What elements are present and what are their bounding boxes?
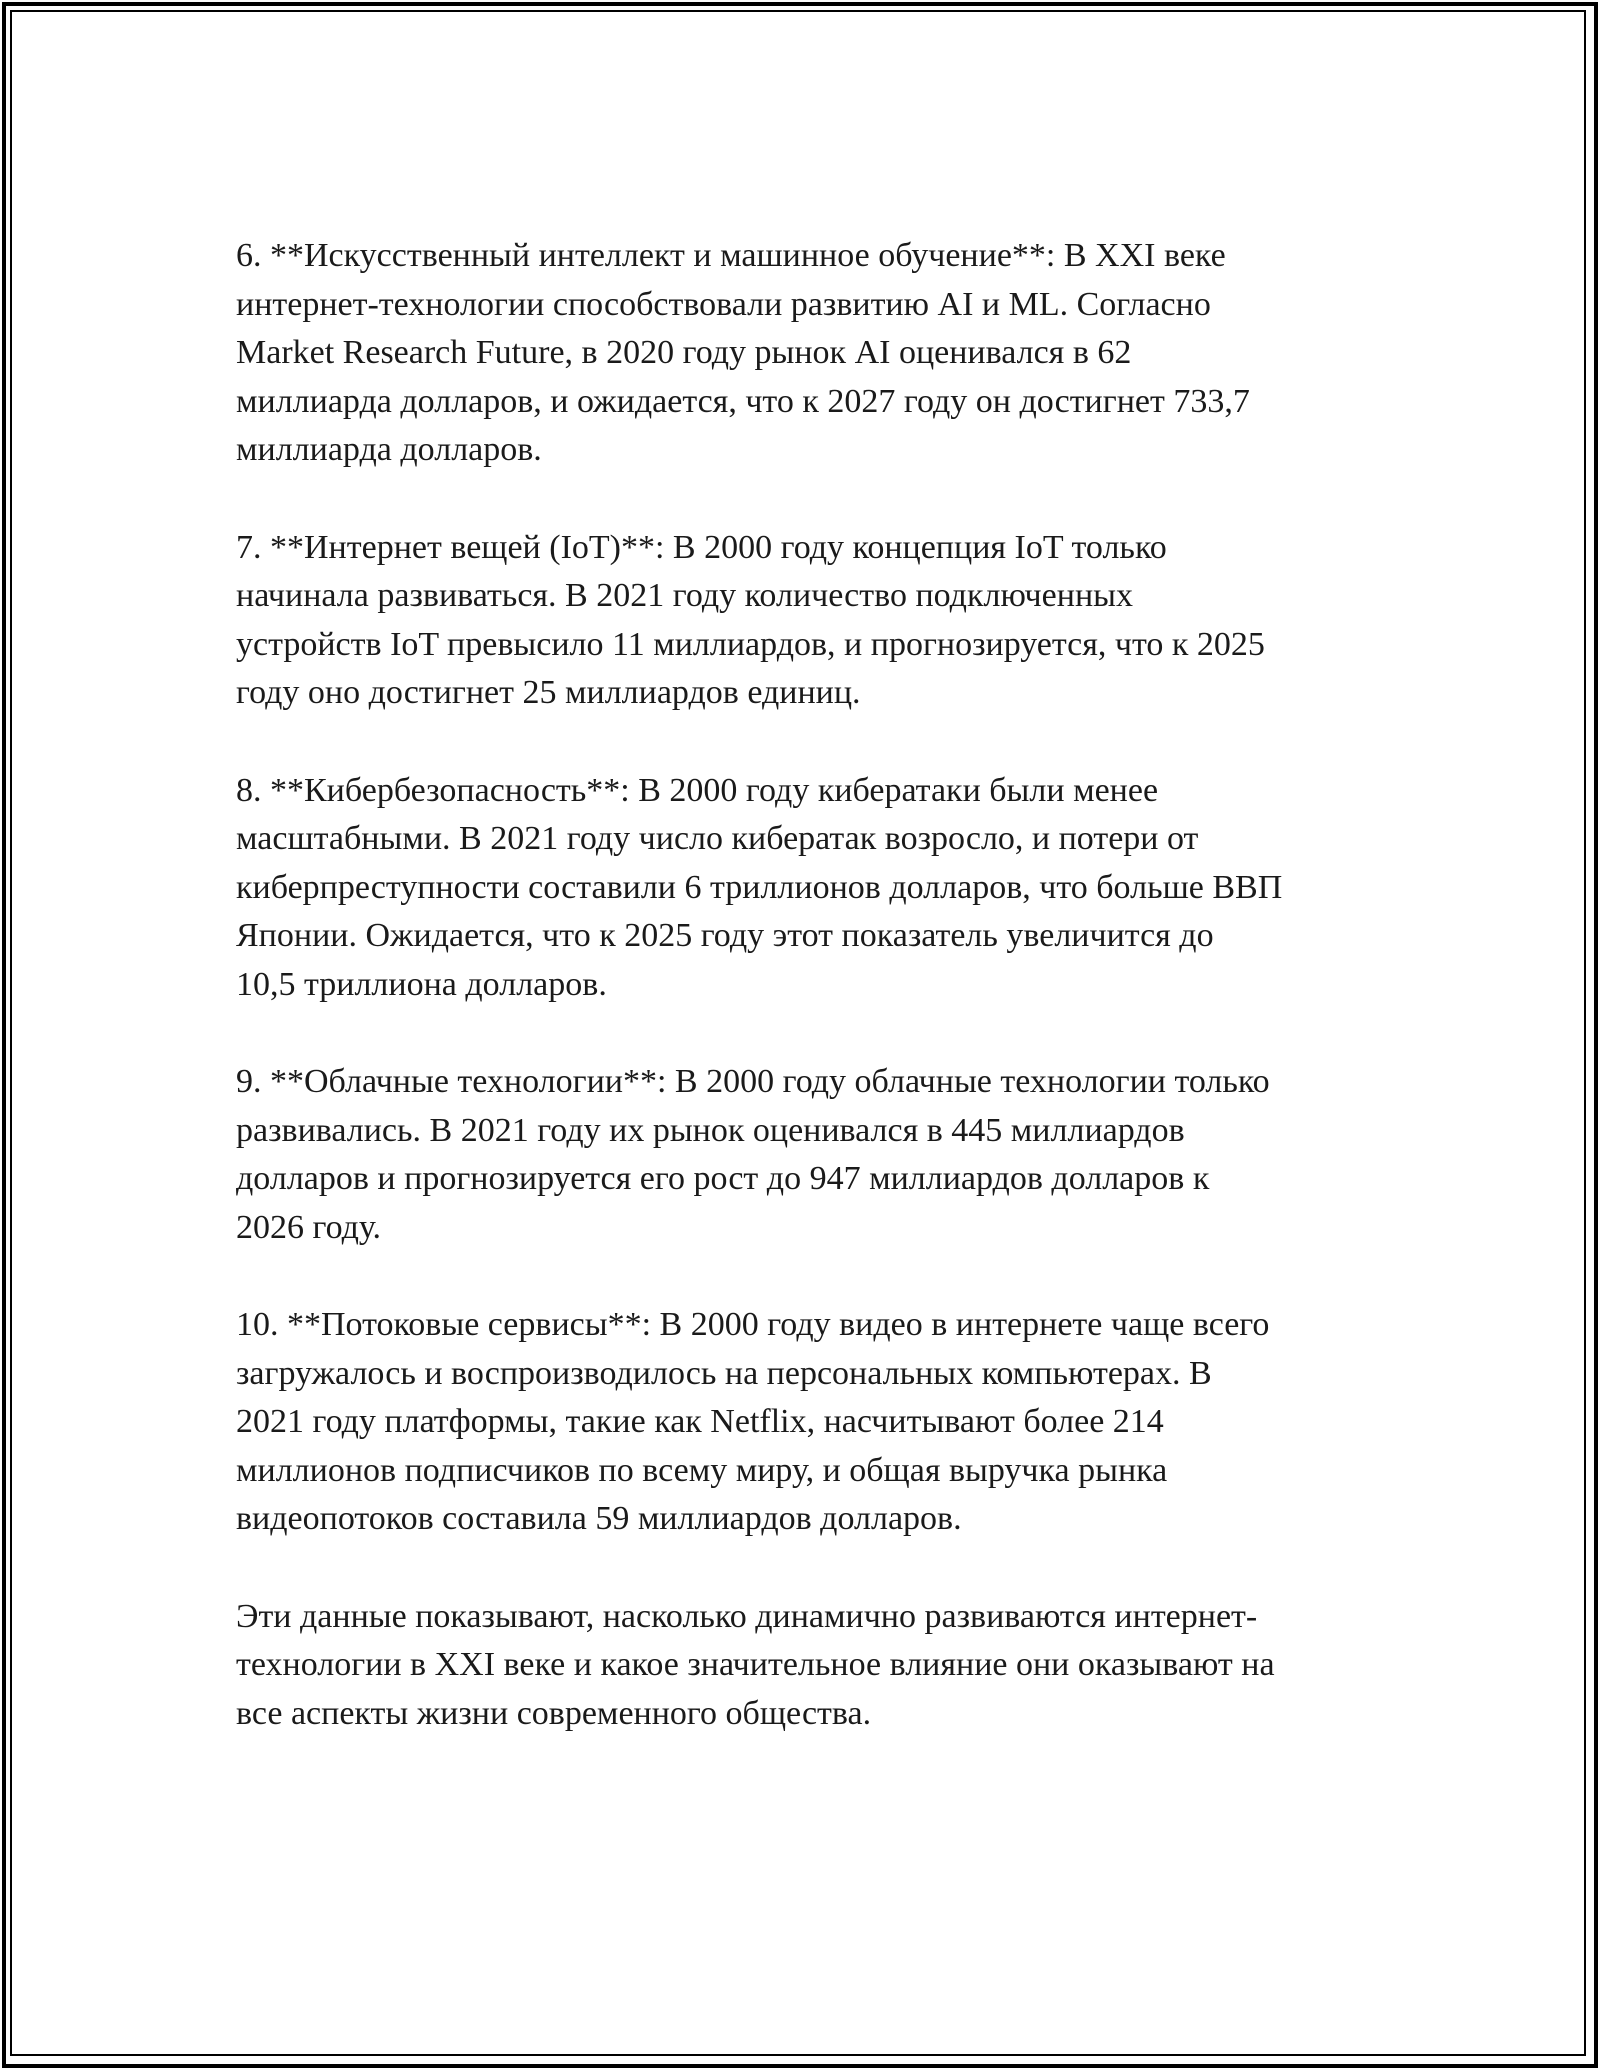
text-line: технологии в XXI веке и какое значительное влияние они оказывают на: [236, 1646, 1275, 1684]
text-line: 9. **Облачные технологии**: В 2000 году облачные технологии только: [236, 1063, 1270, 1101]
paragraph-cloud: [236, 1058, 1376, 1252]
text-line: долларов и прогнозируется его рост до 947 миллиардов долларов к: [236, 1160, 1210, 1198]
text-line: 7. **Интернет вещей (IoT)**: В 2000 году концепция IoT только: [236, 528, 1167, 566]
document-body: [236, 232, 1376, 1787]
text-line: 8. **Кибербезопасность**: В 2000 году кибератаки были менее: [236, 771, 1159, 809]
text-line: миллиарда долларов, и ожидается, что к 2027 году он достигнет 733,7: [236, 382, 1250, 420]
text-line: миллиарда долларов.: [236, 431, 542, 469]
text-line: году оно достигнет 25 миллиардов единиц.: [236, 674, 861, 712]
text-line: все аспекты жизни современного общества.: [236, 1694, 872, 1732]
paragraph-streaming: [236, 1301, 1376, 1544]
paragraph-conclusion: [236, 1593, 1376, 1739]
text-line: Эти данные показывают, насколько динамично развиваются интернет-: [236, 1597, 1258, 1635]
text-line: 6. **Искусственный интеллект и машинное обучение**: В XXI веке: [236, 237, 1226, 274]
text-line: 2021 году платформы, такие как Netflix, насчитывают более 214: [236, 1403, 1164, 1441]
text-line: интернет-технологии способствовали развитию AI и ML. Согласно: [236, 285, 1211, 323]
text-line: видеопотоков составила 59 миллиардов долларов.: [236, 1500, 962, 1538]
text-line: загружалось и воспроизводилось на персональных компьютерах. В: [236, 1354, 1212, 1392]
text-line: развивались. В 2021 году их рынок оценивался в 445 миллиардов: [236, 1111, 1185, 1149]
text-line: киберпреступности составили 6 триллионов долларов, что больше ВВП: [236, 868, 1283, 906]
text-line: Японии. Ожидается, что к 2025 году этот показатель увеличится до: [236, 917, 1214, 955]
text-line: устройств IoT превысило 11 миллиардов, и прогнозируется, что к 2025: [236, 625, 1265, 663]
text-line: Market Research Future, в 2020 году рынок AI оценивался в 62: [236, 334, 1132, 372]
paragraph-iot: [236, 524, 1376, 718]
text-line: масштабными. В 2021 году число кибератак возросло, и потери от: [236, 820, 1199, 858]
text-line: 10. **Потоковые сервисы**: В 2000 году видео в интернете чаще всего: [236, 1306, 1270, 1344]
paragraph-cybersecurity: [236, 767, 1376, 1010]
text-line: миллионов подписчиков по всему миру, и общая выручка рынка: [236, 1451, 1168, 1489]
text-line: 10,5 триллиона долларов.: [236, 965, 607, 1003]
paragraph-ai-ml: [236, 232, 1376, 475]
text-line: 2026 году.: [236, 1208, 382, 1246]
text-line: начинала развиваться. В 2021 году количество подключенных: [236, 577, 1133, 615]
